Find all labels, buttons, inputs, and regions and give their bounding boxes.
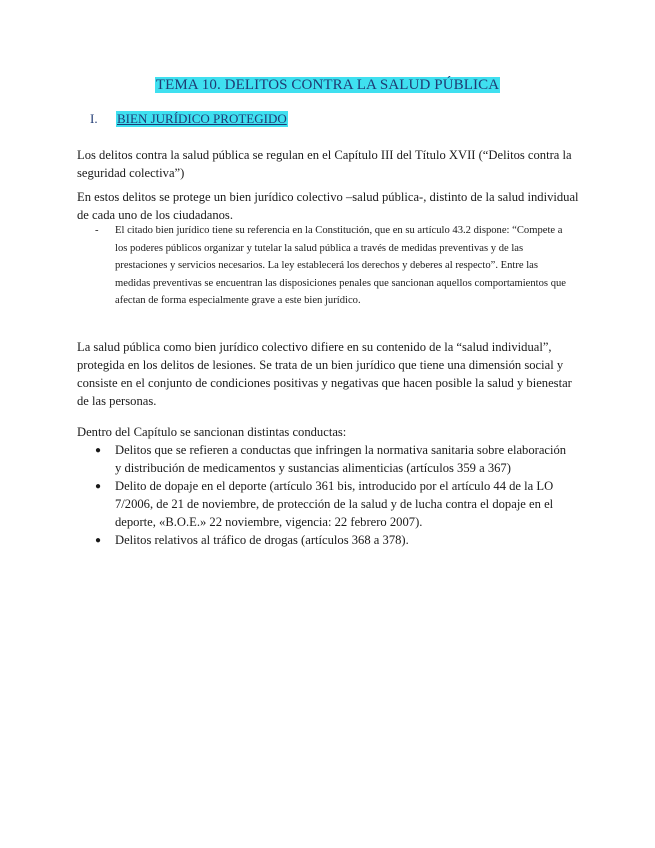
list-item-text: Delito de dopaje en el deporte (artículo 361 bis, introducido por el artículo 44 de la LO 7/2006, de 21 de noviembre, de protección de la salud y de lucha contra el dopaje en el deporte, «B.O.E.» 22 noviembre, vigencia: 22 febrero 2007). bbox=[115, 479, 554, 529]
paragraph-regulation: Los delitos contra la salud pública se regulan en el Capítulo III del Título XVII (“Delitos contra la seguridad colectiva”) bbox=[77, 148, 572, 180]
section-title: BIEN JURÍDICO PROTEGIDO bbox=[117, 111, 287, 126]
list-item bbox=[95, 477, 575, 531]
bullet-icon: ● bbox=[95, 535, 102, 546]
document-title: TEMA 10. DELITOS CONTRA LA SALUD PÚBLICA bbox=[155, 77, 500, 93]
conduct-list bbox=[95, 441, 575, 550]
constitution-quote bbox=[95, 222, 575, 310]
paragraph-public-health: La salud pública como bien jurídico colectivo difiere en su contenido de la “salud individual”, protegida en los delitos de lesiones. Se trata de un bien jurídico que tiene una dimensión social y consiste en el conjunto de condiciones positivas y negativas que hacen posible la salud y bienestar de las personas. bbox=[77, 340, 572, 408]
list-item bbox=[95, 441, 575, 477]
list-item bbox=[95, 531, 575, 550]
list-item-text: Delitos relativos al tráfico de drogas (artículos 368 a 378). bbox=[115, 533, 409, 547]
list-item-text: Delitos que se refieren a conductas que infringen la normativa sanitaria sobre elaboración y distribución de medicamentos y sustancias alimenticias (artículos 359 a 367) bbox=[115, 443, 567, 475]
section-heading bbox=[90, 111, 288, 127]
section-number: I. bbox=[90, 111, 98, 126]
dash-marker: - bbox=[95, 225, 99, 236]
paragraph-conducts-intro: Dentro del Capítulo se sancionan distintas conductas: bbox=[77, 425, 347, 439]
bullet-icon: ● bbox=[95, 481, 102, 492]
bullet-icon: ● bbox=[95, 445, 102, 456]
paragraph-collective-good: En estos delitos se protege un bien jurídico colectivo –salud pública-, distinto de la salud individual de cada uno de los ciudadanos. bbox=[77, 190, 579, 222]
quote-text: El citado bien jurídico tiene su referencia en la Constitución, que en su artículo 43.2 dispone: “Compete a los poderes públicos organizar y tutelar la salud pública a través de medidas preventivas y de las prestaciones y servicios necesarios. La ley establecerá los derechos y deberes al respecto”. Entre las medidas preventivas se encuentran las disposiciones penales que sancionan aquellos comportamientos que afectan de forma especialmente grave a este bien jurídico. bbox=[115, 225, 566, 306]
